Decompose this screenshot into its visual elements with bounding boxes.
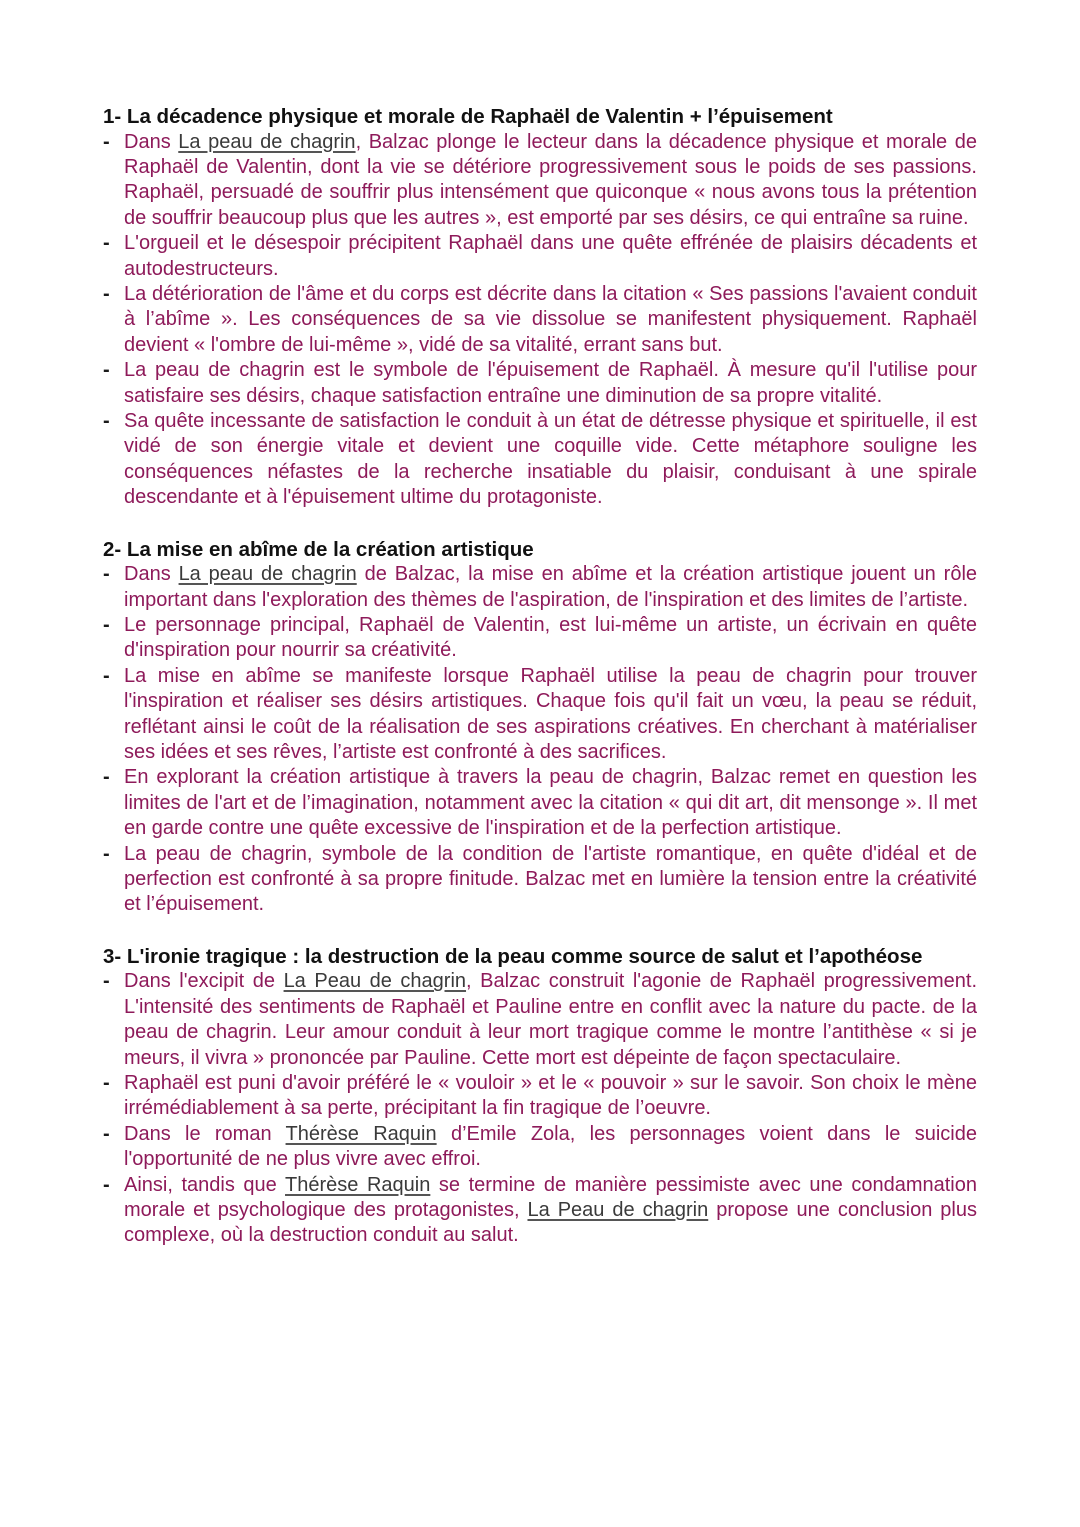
text-run: Dans l'excipit de <box>124 970 284 993</box>
text-run: propose une conclusion plus complexe, où la destruction conduit au salut. <box>124 1198 977 1247</box>
bullet-list <box>103 562 977 918</box>
section-1 <box>103 104 977 511</box>
text-run: , Balzac plonge le lecteur dans la décadence physique et morale de Raphaël de Valentin, dont la vie se détériore progressivement sous le poids de ses passions. Raphaël, persuadé de souffrir plus intensément que quiconque « nous avons tous la prétention de souffrir beaucoup plus que les autres », est emporté par ses désirs, ce qui entraîne sa ruine. <box>124 130 978 229</box>
bullet-item <box>103 130 977 232</box>
bullet-item <box>103 969 977 1071</box>
book-title: La Peau de chagrin <box>283 970 467 993</box>
section-heading: 1- La décadence physique et morale de Raphaël de Valentin + l’épuisement <box>103 105 833 128</box>
section-2 <box>103 537 977 918</box>
text-run: La détérioration de l'âme et du corps est décrite dans la citation « Ses passions l'avaient conduit à l’abîme ». Les conséquences de sa vie dissolue se manifestent physiquement. Raphaël devient « l'ombre de lui-même », vidé de sa vitalité, errant sans but. <box>124 282 977 356</box>
book-title: Thérèse Raquin <box>285 1122 437 1145</box>
bullet-item <box>103 562 977 613</box>
section-3 <box>103 944 977 1249</box>
bullet-item <box>103 613 977 664</box>
text-run: La peau de chagrin, symbole de la condition de l'artiste romantique, en quête d'idéal et de perfection est confronté à sa propre finitude. Balzac met en lumière la tension entre la créativité et l’épuisement. <box>124 842 977 916</box>
text-run: Raphaël est puni d'avoir préféré le « vouloir » et le « pouvoir » sur le savoir. Son choix le mène irrémédiablement à sa perte, précipitant la fin tragique de l’oeuvre. <box>124 1071 977 1120</box>
section-heading: 2- La mise en abîme de la création artistique <box>103 537 534 561</box>
bullet-list <box>103 969 977 1248</box>
bullet-item <box>103 842 977 918</box>
text-run: d’Emile Zola, les personnages voient dans le suicide l'opportunité de ne plus vivre avec effroi. <box>124 1122 977 1171</box>
bullet-item <box>103 282 977 358</box>
book-title: La peau de chagrin <box>178 130 356 153</box>
bullet-item <box>103 231 977 282</box>
document-page <box>103 104 977 1249</box>
book-title: La Peau de chagrin <box>527 1198 709 1221</box>
bullet-item <box>103 765 977 841</box>
bullet-item <box>103 358 977 409</box>
section-heading: 3- L'ironie tragique : la destruction de la peau comme source de salut et l’apothéose <box>103 944 923 968</box>
bullet-item <box>103 1122 977 1173</box>
text-run: Dans <box>124 563 179 586</box>
text-run: En explorant la création artistique à travers la peau de chagrin, Balzac remet en question les limites de l'art et de l’imagination, notamment avec la citation « qui dit art, dit mensonge ». Il met en garde contre une quête excessive de l'inspiration et de la perfection artistique. <box>124 766 977 840</box>
text-run: La mise en abîme se manifeste lorsque Raphaël utilise la peau de chagrin pour trouver l'inspiration et réaliser ses désirs artistiques. Chaque fois qu'il fait un vœu, la peau se réduit, reflétant ainsi le coût de la réalisation de ses aspirations créatives. En cherchant à matérialiser ses idées et ses rêves, l’artiste est confronté à des sacrifices. <box>124 664 977 763</box>
text-run: Ainsi, tandis que <box>124 1173 286 1196</box>
book-title: Thérèse Raquin <box>285 1173 431 1196</box>
text-run: Dans <box>124 130 179 153</box>
text-run: de Balzac, la mise en abîme et la création artistique jouent un rôle important dans l'exploration des thèmes de l'aspiration, de l'inspiration et des limites de l’artiste. <box>124 563 978 611</box>
text-run: , Balzac construit l'agonie de Raphaël progressivement. L'intensité des sentiments de Raphaël et Pauline entre en conflit avec la nature du pacte. de la peau de chagrin. Leur amour conduit à leur mort tragique comme le montre l’antithèse « si je meurs, il vivra » prononcée par Pauline. Cette mort est dépeinte de façon spectaculaire. <box>124 970 978 1069</box>
bullet-list <box>103 130 977 511</box>
book-title: La peau de chagrin <box>178 563 357 586</box>
bullet-item <box>103 1173 977 1249</box>
text-run: Sa quête incessante de satisfaction le conduit à un état de détresse physique et spirituelle, il est vidé de son énergie vitale et devient une coquille vide. Cette métaphore souligne les conséquences néfastes de la recherche insatiable du plaisir, conduisant à une spirale descendante et à l'épuisement ultime du protagoniste. <box>124 409 977 509</box>
bullet-item <box>103 1071 977 1122</box>
text-run: La peau de chagrin est le symbole de l'épuisement de Raphaël. À mesure qu'il l'utilise pour satisfaire ses désirs, chaque satisfaction entraîne une diminution de sa propre vitalité. <box>124 359 977 407</box>
bullet-item <box>103 409 977 511</box>
text-run: L'orgueil et le désespoir précipitent Raphaël dans une quête effrénée de plaisirs décadents et autodestructeurs. <box>124 232 977 280</box>
text-run: Dans le roman <box>124 1122 286 1145</box>
text-run: se termine de manière pessimiste avec une condamnation morale et psychologique des protagonistes, <box>124 1173 977 1221</box>
bullet-item <box>103 664 977 766</box>
text-run: Le personnage principal, Raphaël de Valentin, est lui-même un artiste, un écrivain en quête d'inspiration pour nourrir sa créativité. <box>124 613 977 662</box>
